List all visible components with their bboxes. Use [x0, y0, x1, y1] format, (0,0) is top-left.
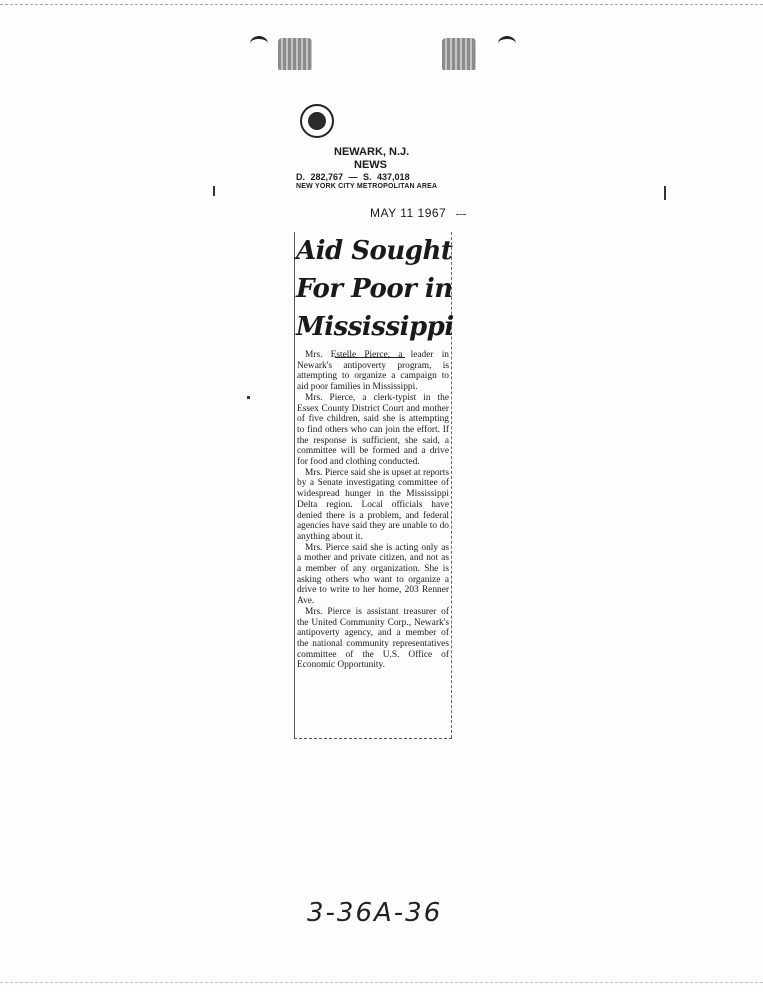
date-mark [456, 214, 466, 215]
headline-line: Aid Sought [296, 236, 453, 266]
masthead-area: NEW YORK CITY METROPOLITAN AREA [296, 183, 438, 190]
hook-left-mark [250, 36, 268, 51]
scan-speck [664, 186, 666, 200]
article-paragraph: Mrs. Pierce said she is upset at reports by a Senate investigating committee of widespread hunger in the Mississippi Delta region. Local officials have denied there is a problem, and federal agencies have said they are unable to do anything about it. [297, 467, 449, 542]
hook-right-mark [498, 36, 516, 51]
headline-line: For Poor in [296, 274, 453, 304]
file-number-handwritten: 3-36A-36 [307, 898, 443, 928]
headline-line: Mississippi [296, 312, 454, 342]
article-paragraph: Mrs. Pierce, a clerk-typist in the Essex County District Court and mother of five children, said she is attempting to find others who can join the effort. If the response is sufficient, she said, a committee will be formed and a drive for food and clothing conducted. [297, 392, 449, 468]
punch-hole-right [442, 38, 476, 70]
masthead-city: NEWARK, N.J. [334, 146, 410, 158]
masthead-paper: NEWS [354, 159, 387, 171]
article-headline [296, 232, 454, 346]
article-body [297, 350, 449, 671]
punch-hole-left [278, 38, 312, 70]
clipping-bottom-edge [294, 738, 452, 739]
handwritten-underline [335, 357, 405, 358]
masthead-circulation: D. 282,767 — S. 437,018 [296, 172, 410, 182]
scan-speck [213, 186, 215, 196]
article-paragraph: Mrs. Pierce is assistant treasurer of the United Community Corp., Newark's antipoverty agency, and a member of the national community representatives committee of the U.S. Office of Economic Opportunity. [297, 606, 449, 671]
article-paragraph: Mrs. Estelle Pierce, a leader in Newark's antipoverty program, is attempting to organize a campaign to aid poor families in Mississippi. [297, 350, 449, 393]
bottom-edge [0, 982, 763, 985]
newspaper-logo [300, 104, 334, 138]
top-edge [0, 0, 763, 5]
scan-speck [247, 396, 250, 399]
clipping-date: MAY 11 1967 [370, 206, 447, 220]
article-paragraph: Mrs. Pierce said she is acting only as a mother and private citizen, and not as a member of any organization. She is asking others who want to organize a drive to write to her home, 203 Renner Ave. [297, 542, 449, 607]
